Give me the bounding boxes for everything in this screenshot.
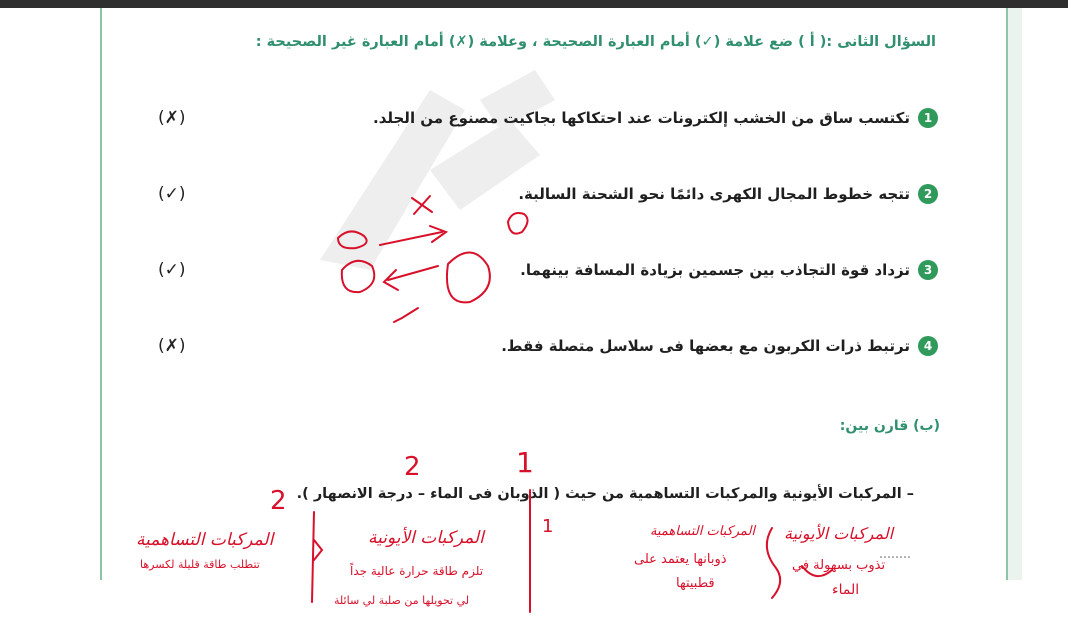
hw-number-2-a: 2 — [404, 452, 421, 482]
hw-covalent-1-body-2: قطبيتها — [676, 576, 715, 591]
statement-2 — [518, 184, 938, 204]
statement-4 — [501, 336, 938, 356]
statement-text-3: تزداد قوة التجاذب بين جسمين بزيادة المسافة بينهما. — [520, 261, 910, 279]
hw-ionic-1-body-2: الماء — [832, 582, 860, 598]
answer-4: (✗) — [158, 336, 186, 356]
hw-number-1-a: 1 — [516, 446, 534, 479]
hw-covalent-2-title: المركبات التساهمية — [136, 530, 274, 550]
hw-covalent-1-title: المركبات التساهمية — [650, 524, 756, 539]
statement-text-2: تتجه خطوط المجال الكهرى دائمًا نحو الشحنة السالبة. — [518, 185, 910, 203]
hw-ionic-1-title: المركبات الأيونية — [784, 524, 894, 543]
hw-covalent-2-body: تتطلب طاقة قليلة لكسرها — [140, 558, 260, 571]
hw-ionic-2-title: المركبات الأيونية — [368, 528, 484, 548]
hw-covalent-1-body-1: ذوبانها يعتمد على — [634, 552, 727, 567]
hw-ionic-2-body-2: لي تحويلها من صلبة لي سائلة — [334, 594, 470, 607]
answer-2: (✓) — [158, 184, 186, 204]
statement-number-3: 3 — [918, 260, 938, 280]
statement-1 — [373, 108, 938, 128]
statement-number-2: 2 — [918, 184, 938, 204]
part-b-label: (ب) قارن بين: — [839, 418, 940, 434]
question-title: السؤال الثانى :( أ ) ضع علامة (✓) أمام العبارة الصحيحة ، وعلامة (✗) أمام العبارة غير الصحيحة : — [255, 34, 936, 50]
watermark-logo — [280, 60, 580, 280]
statement-3 — [520, 260, 938, 280]
statement-text-4: ترتبط ذرات الكربون مع بعضها فى سلاسل متصلة فقط. — [501, 337, 910, 355]
page-left-rule — [100, 8, 102, 580]
statement-text-1: تكتسب ساق من الخشب إلكترونات عند احتكاكها بجاكيت مصنوع من الجلد. — [373, 109, 910, 127]
answer-1: (✗) — [158, 108, 186, 128]
statement-number-4: 4 — [918, 336, 938, 356]
top-bar — [0, 0, 1068, 8]
hw-number-1-b: 1 — [542, 516, 554, 537]
hw-number-2-b: 2 — [270, 486, 287, 516]
compare-prompt: – المركبات الأيونية والمركبات التساهمية من حيث ( الذوبان فى الماء – درجة الانصهار ). — [296, 486, 914, 502]
statement-number-1: 1 — [918, 108, 938, 128]
page-right-band — [1006, 8, 1022, 580]
hw-ionic-1-body-1: تذوب بسهولة في — [792, 558, 886, 573]
answer-3: (✓) — [158, 260, 186, 280]
hw-ionic-2-body-1: تلزم طاقة حرارة عالية جداً — [350, 564, 484, 578]
